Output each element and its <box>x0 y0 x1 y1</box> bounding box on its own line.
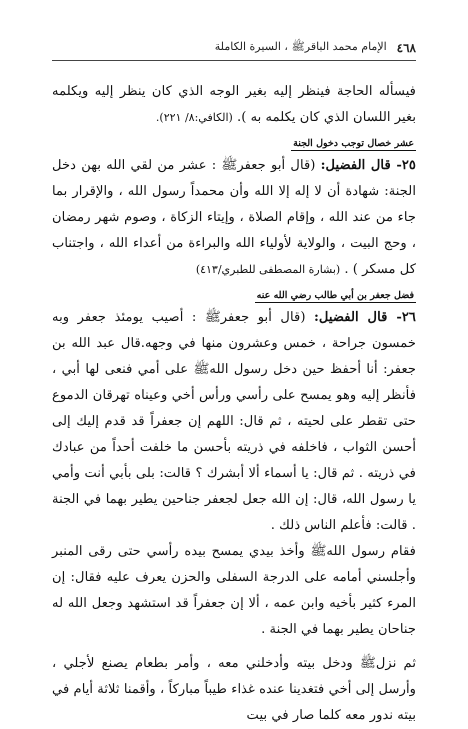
page-body <box>52 79 416 729</box>
section-heading-jafar <box>52 289 416 303</box>
section-heading-text: عشر خصال توجب دخول الجنة <box>293 138 414 149</box>
intro-source: (الكافي:٨/ ٢٢١). <box>155 111 233 124</box>
hadith-label: ٢٦- قال الفضيل: <box>314 310 417 325</box>
section-heading-text: فضل جعفر بن أبي طالب رضي الله عنه <box>256 290 414 301</box>
intro-paragraph <box>52 79 416 131</box>
paragraph: ثم نزلﷺ ودخل بيته وأدخلني معه ، وأمر بطعام يصنع لأجلي ، وأرسل إلى أخي فتغدينا عنده غذاء طيباً مباركاً ، وأقمنا ثلاثة أيام في بيته ندور معه كلما صار في بيت <box>52 656 416 723</box>
hadith-text: (قال أبو جعفرﷺ : أصيب يومئذ جعفر وبه خمسون جراحة ، خمس وعشرون منها في وجهه.قال عبد الله بن جعفر: أنا أحفظ حين دخل رسول اللهﷺ على أمي فنعى لها أبي ، فأنظر إليه وهو يمسح على رأسي ورأس أخي وعيناه تهرقان الدموع حتى تقطر على لحيته ، ثم قال: اللهم إن جعفراً قد قدم إليك إلى أحسن الثواب ، فاخلفه في ذريته بأحسن ما خلفت أحداً من عبادك في ذريته . ثم قال: يا أسماء ألا أبشرك ؟ قالت: بلى بأبي أنت وأمي يا رسول الله، قال: إن الله جعل لجعفر جناحين يطير بهما في الجنة . قالت: فأعلم الناس ذلك . <box>52 310 416 533</box>
running-title: الإمام محمد الباقرﷺ ، السيرة الكاملة <box>214 40 387 53</box>
hadith-label: ٢٥- قال الفضيل: <box>320 158 416 173</box>
paragraph: فقام رسول اللهﷺ وأخذ بيدي يمسح بيده رأسي حتى رقى المنبر وأجلسني أمامه على الدرجة السفلى والحزن يعرف عليه فقال: إن المرء كثير بأخيه وابن عمه ، ألا إن جعفراً قد استشهد وجعل الله له جناحان يطير بهما في الجنة . <box>52 544 416 637</box>
page-number: ٤٦٨ <box>396 41 416 55</box>
page-header <box>52 40 416 61</box>
hadith-26 <box>52 305 416 539</box>
intro-text: فيسأله الحاجة فينظر إليه بغير الوجه الذي كان ينظر إليه ويكلمه بغير اللسان الذي كان يكلمه به ). <box>52 84 416 125</box>
paragraph-gap <box>52 643 416 651</box>
hadith-25 <box>52 153 416 283</box>
hadith-text: (قال أبو جعفرﷺ : عشر من لقي الله بهن دخل الجنة: شهادة أن لا إله إلا الله وأن محمداً رسول الله ، والإقرار بما جاء من عند الله ، وإقام الصلاة ، وإيتاء الزكاة ، وصوم شهر رمضان ، وحج البيت ، والولاية لأولياء الله والبراءة من أعداء الله ، واجتناب كل مسكر ) . <box>52 158 416 277</box>
section-heading-ten-traits <box>52 137 416 151</box>
hadith-source: (بشارة المصطفى للطبري/٤١٣) <box>195 263 341 276</box>
